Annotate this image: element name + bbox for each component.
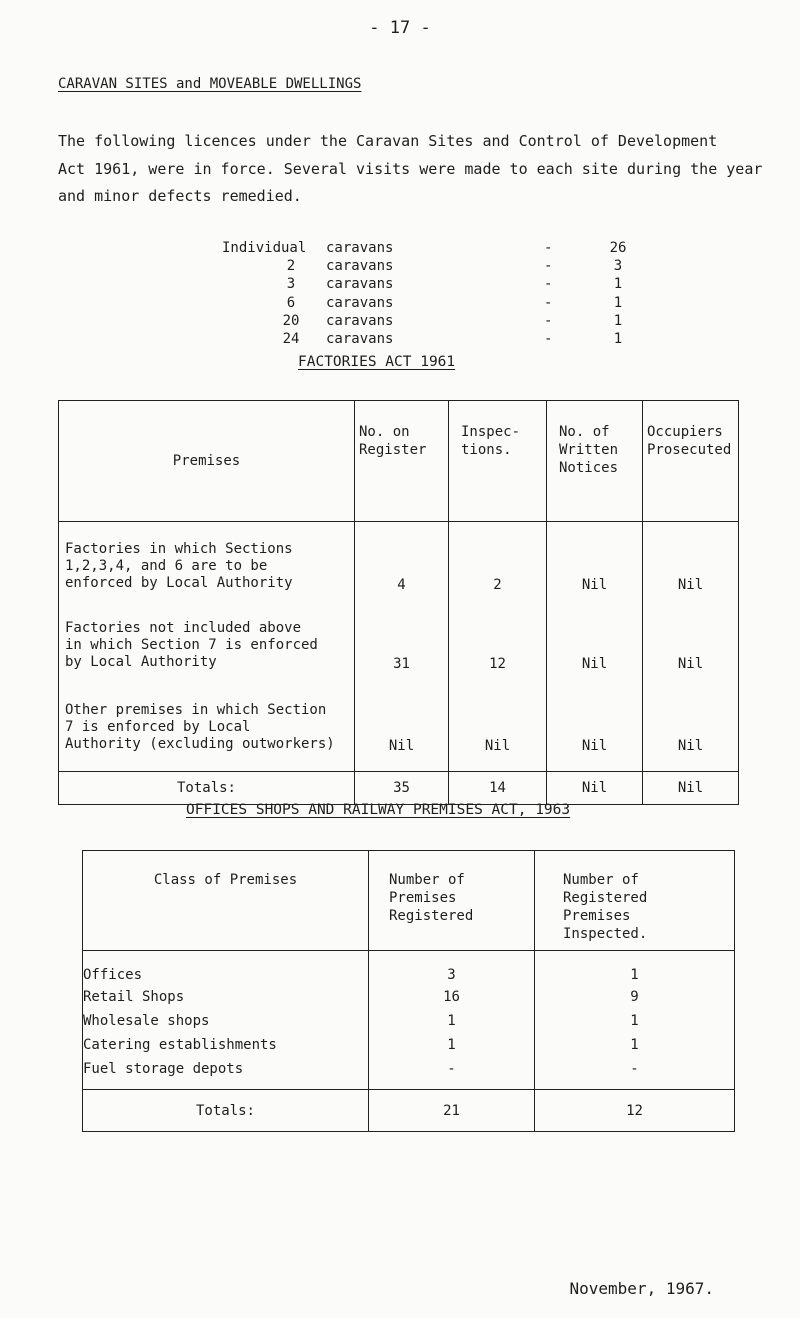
- header-notices: No. of Written Notices: [547, 401, 643, 522]
- caravan-size: 24: [282, 330, 300, 347]
- caravan-label: caravans: [326, 276, 394, 293]
- offices-act-heading: OFFICES SHOPS AND RAILWAY PREMISES ACT, 1963: [186, 802, 571, 818]
- notices-cell: Nil: [547, 604, 643, 686]
- caravan-size: 6: [286, 294, 296, 311]
- caravan-count: 26: [609, 240, 627, 256]
- caravan-dash: -: [544, 276, 553, 293]
- class-cell: Offices: [83, 951, 369, 985]
- premises-cell: Other premises in which Section 7 is enforced by Local Authority (excluding outworkers): [59, 686, 355, 772]
- caravan-label: caravans: [326, 330, 394, 347]
- factories-table: [58, 400, 739, 805]
- inspected-cell: -: [535, 1057, 735, 1090]
- caravan-dash: -: [544, 294, 553, 311]
- caravan-label: caravans: [326, 258, 394, 275]
- caravan-count: 1: [613, 312, 623, 329]
- inspected-cell: 1: [535, 951, 735, 985]
- totals-label: Totals:: [83, 1090, 369, 1132]
- header-inspections: Inspec- tions.: [449, 401, 547, 522]
- caravan-sites-paragraph: [58, 128, 778, 211]
- header-class: Class of Premises: [83, 851, 369, 951]
- totals-row: [83, 1090, 735, 1132]
- caravan-dash: -: [544, 258, 553, 275]
- register-cell: Nil: [355, 686, 449, 772]
- caravan-size: Individual: [222, 240, 307, 256]
- premises-cell: Factories not included above in which Section 7 is enforced by Local Authority: [59, 604, 355, 686]
- factories-act-heading: FACTORIES ACT 1961: [298, 354, 456, 370]
- paragraph-line: and minor defects remedied.: [58, 187, 302, 205]
- class-cell: Fuel storage depots: [83, 1057, 369, 1090]
- totals-notices: Nil: [547, 772, 643, 805]
- totals-prosecuted: Nil: [643, 772, 739, 805]
- caravan-count: 3: [613, 258, 623, 275]
- notices-cell: Nil: [547, 522, 643, 604]
- caravan-dash: -: [544, 240, 553, 256]
- prosecuted-cell: Nil: [643, 686, 739, 772]
- table-row: [59, 686, 739, 772]
- registered-cell: 3: [369, 951, 535, 985]
- totals-label: Totals:: [59, 772, 355, 805]
- totals-row: [59, 772, 739, 805]
- totals-inspections: 14: [449, 772, 547, 805]
- registered-cell: 16: [369, 985, 535, 1009]
- caravan-count: 1: [613, 330, 623, 347]
- premises-cell: Factories in which Sections 1,2,3,4, and 6 are to be enforced by Local Authority: [59, 522, 355, 604]
- prosecuted-cell: Nil: [643, 604, 739, 686]
- report-date: November, 1967.: [569, 1279, 714, 1298]
- registered-cell: 1: [369, 1033, 535, 1057]
- class-cell: Catering establishments: [83, 1033, 369, 1057]
- inspections-cell: Nil: [449, 686, 547, 772]
- caravan-dash: -: [544, 312, 553, 329]
- inspected-cell: 1: [535, 1033, 735, 1057]
- registered-cell: -: [369, 1057, 535, 1090]
- caravan-dash: -: [544, 330, 553, 347]
- register-cell: 4: [355, 522, 449, 604]
- notices-cell: Nil: [547, 686, 643, 772]
- caravan-count: 1: [613, 276, 623, 293]
- table-row: [83, 1009, 735, 1033]
- caravan-size: 3: [286, 276, 296, 293]
- header-premises: Premises: [59, 401, 355, 522]
- caravan-label: caravans: [326, 294, 394, 311]
- registered-cell: 1: [369, 1009, 535, 1033]
- caravan-size: 2: [286, 258, 296, 275]
- table-row: [83, 1057, 735, 1090]
- paragraph-line: The following licences under the Caravan Sites and Control of Development: [58, 132, 718, 150]
- offices-shops-table: [82, 850, 735, 1132]
- table-row: [83, 985, 735, 1009]
- totals-register: 35: [355, 772, 449, 805]
- prosecuted-cell: Nil: [643, 522, 739, 604]
- offices-header-row: [83, 851, 735, 951]
- table-row: [83, 951, 735, 985]
- inspected-cell: 9: [535, 985, 735, 1009]
- paragraph-line: Act 1961, were in force. Several visits were made to each site during the year: [58, 159, 763, 178]
- caravan-sites-heading: CARAVAN SITES and MOVEABLE DWELLINGS: [58, 76, 362, 92]
- factories-header-row: [59, 401, 739, 522]
- class-cell: Retail Shops: [83, 985, 369, 1009]
- header-prosecuted: Occupiers Prosecuted: [643, 401, 739, 522]
- caravan-size: 20: [282, 312, 300, 329]
- table-row: [59, 522, 739, 604]
- caravan-count: 1: [613, 294, 623, 311]
- class-cell: Wholesale shops: [83, 1009, 369, 1033]
- register-cell: 31: [355, 604, 449, 686]
- table-row: [59, 604, 739, 686]
- inspections-cell: 12: [449, 604, 547, 686]
- totals-registered: 21: [369, 1090, 535, 1132]
- header-register: No. on Register: [355, 401, 449, 522]
- header-registered: Number of Premises Registered: [369, 851, 535, 951]
- header-inspected: Number of Registered Premises Inspected.: [535, 851, 735, 951]
- totals-inspected: 12: [535, 1090, 735, 1132]
- inspections-cell: 2: [449, 522, 547, 604]
- page-number: - 17 -: [369, 18, 431, 38]
- table-row: [83, 1033, 735, 1057]
- inspected-cell: 1: [535, 1009, 735, 1033]
- caravan-label: caravans: [326, 312, 394, 329]
- caravan-label: caravans: [326, 240, 394, 256]
